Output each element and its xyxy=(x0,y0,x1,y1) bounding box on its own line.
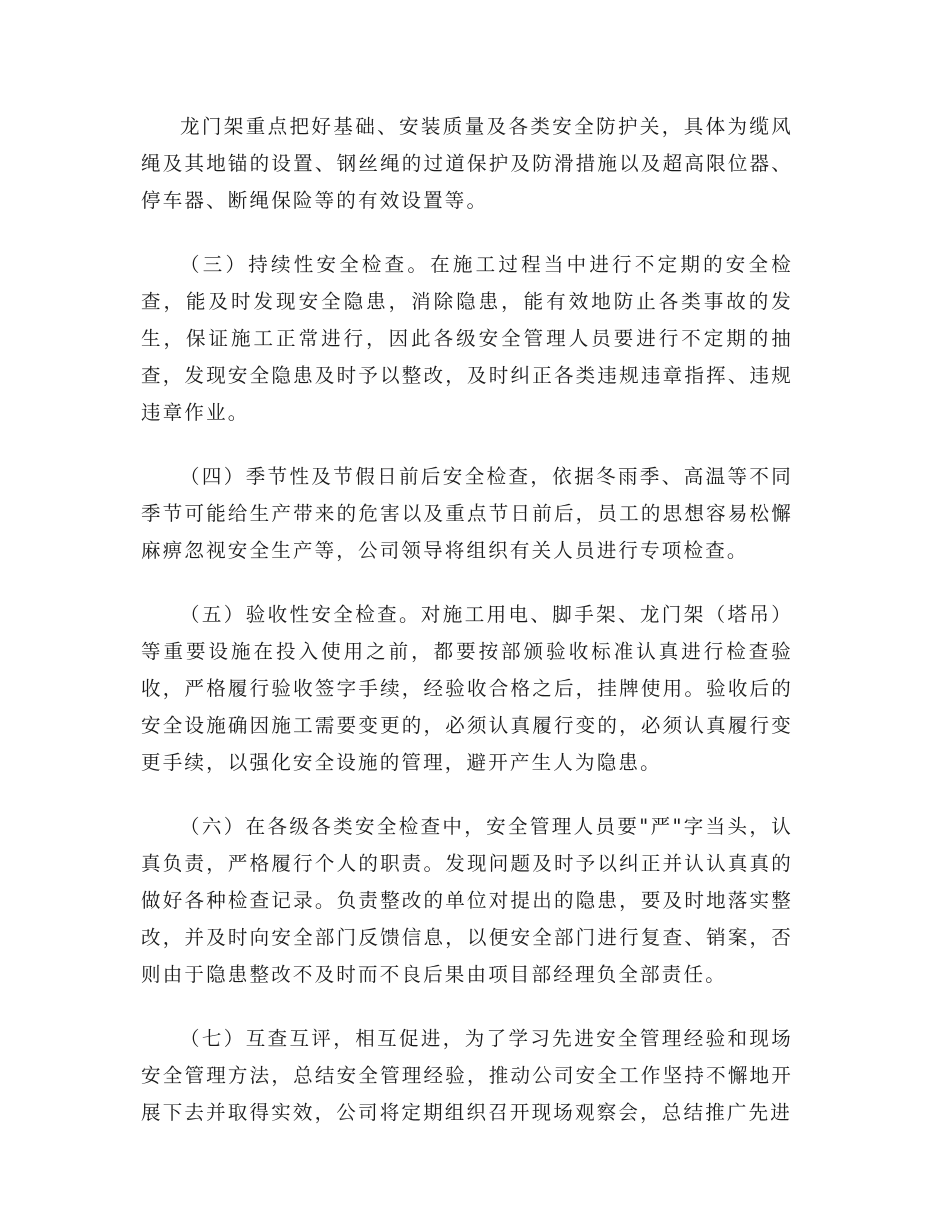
paragraph-continuous-inspection: （三）持续性安全检查。在施工过程当中进行不定期的安全检查，能及时发现安全隐患，消除隐患，能有效地防止各类事故的发生，保证施工正常进行，因此各级安全管理人员要进行不定期的抽查，发现安全隐患及时予以整改，及时纠正各类违规违章指挥、违规违章作业。 xyxy=(141,253,793,424)
paragraph-seasonal-inspection: （四）季节性及节假日前后安全检查，依据冬雨季、高温等不同季节可能给生产带来的危害以及重点节日前后，员工的思想容易松懈麻痹忽视安全生产等，公司领导将组织有关人员进行专项检查。 xyxy=(141,465,793,562)
paragraph-gantry-crane: 龙门架重点把好基础、安装质量及各类安全防护关，具体为缆风绳及其地锚的设置、钢丝绳的过道保护及防滑措施以及超高限位器、停车器、断绳保险等的有效设置等。 xyxy=(141,115,793,212)
document-page xyxy=(141,108,793,1158)
paragraph-mutual-review: （七）互查互评，相互促进，为了学习先进安全管理经验和现场安全管理方法，总结安全管理经验，推动公司安全工作坚持不懈地开展下去并取得实效，公司将定期组织召开现场观察会，总结推广先进 xyxy=(141,1027,793,1124)
paragraph-inspection-duties: （六）在各级各类安全检查中，安全管理人员要"严"字当头，认真负责，严格履行个人的职责。发现问题及时予以纠正并认认真真的做好各种检查记录。负责整改的单位对提出的隐患，要及时地落实整改，并及时向安全部门反馈信息，以便安全部门进行复查、销案，否则由于隐患整改不及时而不良后果由项目部经理负全部责任。 xyxy=(141,815,793,986)
paragraph-acceptance-inspection: （五）验收性安全检查。对施工用电、脚手架、龙门架（塔吊）等重要设施在投入使用之前，都要按部颁验收标准认真进行检查验收，严格履行验收签字手续，经验收合格之后，挂牌使用。验收后的安全设施确因施工需要变更的，必须认真履行变的，必须认真履行变更手续，以强化安全设施的管理，避开产生人为隐患。 xyxy=(141,603,793,774)
